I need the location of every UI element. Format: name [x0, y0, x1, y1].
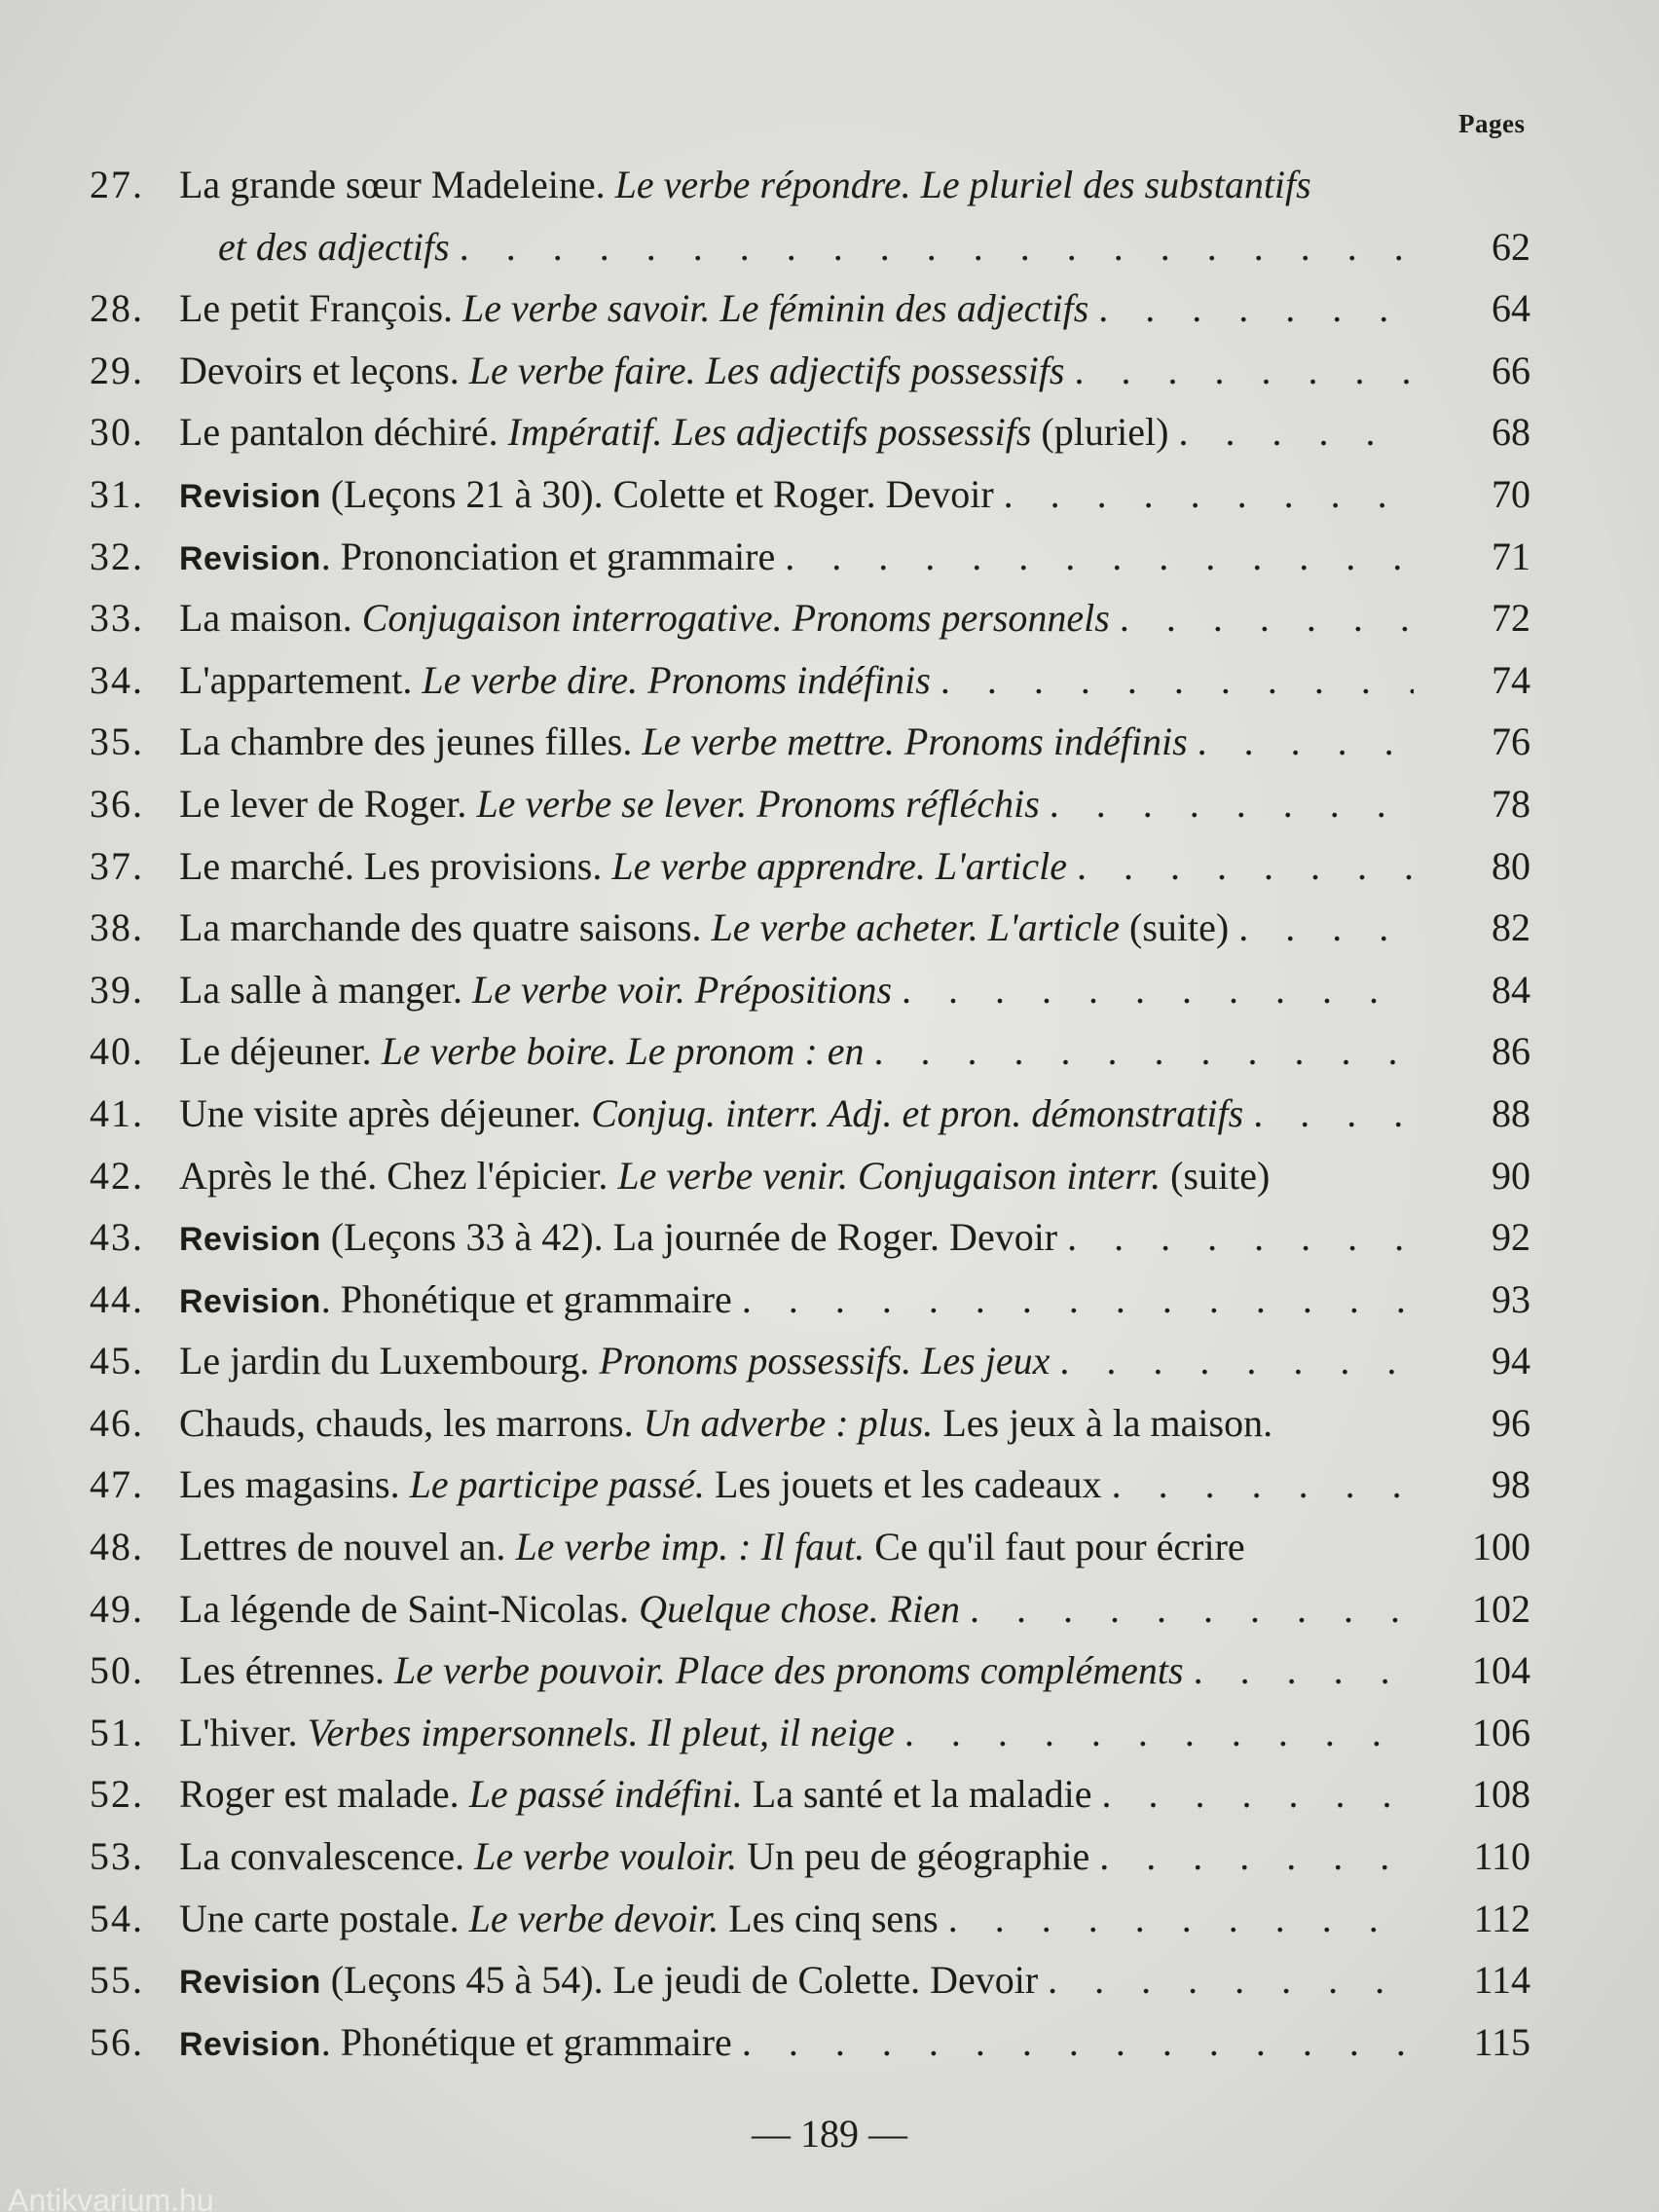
entry-page-number: 74	[1492, 657, 1530, 702]
lesson-title: Les jeux à la maison.	[933, 1400, 1273, 1445]
lesson-title: Les cinq sens	[719, 1896, 939, 1940]
dot-leader	[1059, 1330, 1414, 1392]
toc-entry	[90, 154, 1530, 216]
dot-leader	[742, 2011, 1414, 2077]
toc-entry	[90, 1578, 1530, 1641]
lesson-title: Lettres de nouvel an.	[179, 1525, 516, 1569]
entry-page-number: 88	[1492, 1090, 1530, 1135]
dot-leader	[1067, 1206, 1414, 1272]
entry-title	[179, 1083, 1414, 1145]
dot-leader	[1238, 897, 1414, 959]
grammar-topic: Le verbe pouvoir. Place des pronoms compléments	[394, 1648, 1184, 1693]
dot-leader	[902, 959, 1414, 1021]
entry-number: 52.	[90, 1772, 144, 1817]
lesson-title: L'appartement.	[179, 657, 423, 702]
grammar-topic: Le verbe répondre. Le pluriel des substantifs	[614, 163, 1311, 206]
entry-page-number: 90	[1492, 1153, 1530, 1198]
entry-title	[179, 1454, 1414, 1516]
entry-title	[179, 2011, 1414, 2077]
entry-title	[179, 959, 1414, 1021]
entry-title	[179, 1145, 1414, 1207]
entry-number: 33.	[90, 596, 144, 641]
lesson-title: Le petit François.	[179, 286, 463, 331]
dot-leader	[1098, 277, 1414, 340]
dot-leader	[970, 1578, 1414, 1641]
toc-entry	[90, 1020, 1530, 1083]
entry-number: 41.	[90, 1090, 144, 1135]
entry-title	[179, 1640, 1414, 1702]
entry-title	[179, 835, 1414, 898]
entry-number: 27.	[90, 163, 144, 206]
entry-page-number: 92	[1492, 1215, 1530, 1260]
revision-label: Revision	[179, 477, 321, 515]
page-number: — 189 —	[752, 2112, 907, 2156]
entry-title	[179, 526, 1414, 591]
toc-entry	[90, 959, 1530, 1021]
revision-label: Revision	[179, 539, 321, 577]
entry-page-number: 76	[1492, 719, 1530, 764]
lesson-title: La santé et la maladie	[742, 1772, 1092, 1817]
dot-leader	[1004, 463, 1414, 529]
toc-entry	[90, 1206, 1530, 1269]
entry-number: 36.	[90, 781, 144, 826]
lesson-title: . Phonétique et grammaire	[320, 1276, 732, 1321]
entry-number: 35.	[90, 719, 144, 764]
lesson-title: (suite)	[1120, 905, 1230, 950]
entry-number: 31.	[90, 471, 144, 516]
entry-number: 47.	[90, 1462, 144, 1507]
pages-column-label: Pages	[1458, 109, 1526, 138]
lesson-title: . Prononciation et grammaire	[320, 534, 776, 578]
entry-title	[179, 1392, 1414, 1455]
entry-number: 30.	[90, 410, 144, 455]
entry-title	[179, 1330, 1414, 1392]
lesson-title: (suite)	[1161, 1153, 1271, 1198]
grammar-topic: Le verbe apprendre. L'article	[611, 843, 1068, 888]
lesson-title: Roger est malade.	[179, 1772, 469, 1817]
dot-leader	[874, 1020, 1414, 1083]
entry-number: 34.	[90, 657, 144, 702]
grammar-topic: Verbes impersonnels. Il pleut, il neige	[307, 1710, 895, 1754]
entry-number: 53.	[90, 1834, 144, 1879]
entry-page-number: 80	[1492, 843, 1530, 888]
entry-number: 43.	[90, 1215, 144, 1260]
entry-page-number: 114	[1473, 1958, 1530, 2003]
entry-number: 45.	[90, 1339, 144, 1383]
toc-entry	[90, 1145, 1530, 1207]
entry-page-number: 93	[1492, 1276, 1530, 1321]
toc-entry	[90, 897, 1530, 959]
grammar-topic: Quelque chose. Rien	[639, 1586, 960, 1631]
toc-entry	[90, 1702, 1530, 1764]
toc-entry	[90, 463, 1530, 526]
lesson-title: Un peu de géographie	[737, 1834, 1090, 1879]
entry-page-number: 115	[1473, 2019, 1530, 2064]
grammar-topic: Le verbe dire. Pronoms indéfinis	[422, 657, 931, 702]
entry-page-number: 98	[1492, 1462, 1530, 1507]
lesson-title: La maison.	[179, 596, 362, 641]
entry-page-number: 84	[1492, 967, 1530, 1012]
dot-leader	[940, 649, 1414, 712]
grammar-topic: Le verbe savoir. Le féminin des adjectifs	[462, 286, 1089, 331]
entry-title	[179, 649, 1414, 712]
toc-entry	[90, 1083, 1530, 1145]
toc-entry	[90, 773, 1530, 835]
lesson-title: Les jouets et les cadeaux	[704, 1462, 1102, 1507]
dot-leader	[1050, 773, 1414, 835]
dot-leader	[1048, 1949, 1414, 2014]
toc-entry	[90, 1763, 1530, 1825]
revision-label: Revision	[179, 1221, 321, 1259]
dot-leader	[904, 1702, 1414, 1764]
grammar-topic: Le verbe faire. Les adjectifs possessifs	[468, 348, 1065, 392]
toc-entry	[90, 1825, 1530, 1888]
entry-page-number: 104	[1472, 1648, 1530, 1693]
grammar-topic: Le verbe acheter. L'article	[711, 905, 1121, 950]
entry-number: 44.	[90, 1276, 144, 1321]
entry-number: 48.	[90, 1525, 144, 1569]
grammar-topic: Le verbe imp. : Il faut.	[515, 1525, 866, 1569]
entry-title	[218, 216, 1414, 278]
lesson-title: La chambre des jeunes filles.	[179, 719, 643, 764]
entry-number: 28.	[90, 286, 144, 331]
grammar-topic: Un adverbe : plus.	[643, 1400, 934, 1445]
entry-page-number: 72	[1492, 596, 1530, 641]
entry-title	[179, 1578, 1414, 1641]
lesson-title: (Leçons 45 à 54). Le jeudi de Colette. Devoir	[320, 1958, 1039, 2003]
grammar-topic: Le verbe boire. Le pronom : en	[381, 1029, 865, 1074]
entry-page-number: 100	[1472, 1525, 1530, 1569]
entry-title	[179, 773, 1414, 835]
dot-leader	[1194, 1640, 1414, 1702]
dot-leader	[1099, 1825, 1414, 1888]
entry-page-number: 82	[1492, 905, 1530, 950]
lesson-title: Une visite après déjeuner.	[179, 1090, 592, 1135]
toc-entry	[90, 1949, 1530, 2011]
lesson-title: La marchande des quatre saisons.	[179, 905, 712, 950]
grammar-topic: Le verbe vouloir.	[474, 1834, 738, 1879]
lesson-title: Chauds, chauds, les marrons.	[179, 1400, 644, 1445]
entry-page-number: 96	[1492, 1400, 1530, 1445]
lesson-title: . Phonétique et grammaire	[320, 2019, 732, 2064]
lesson-title: La convalescence.	[179, 1834, 475, 1879]
toc-entry	[90, 649, 1530, 712]
dot-leader	[948, 1888, 1414, 1950]
entry-title	[179, 711, 1414, 773]
entry-title	[179, 1825, 1414, 1888]
grammar-topic: Le verbe se lever. Pronoms réfléchis	[476, 781, 1040, 826]
dot-leader	[1120, 587, 1414, 649]
toc-entry	[90, 277, 1530, 340]
entry-title	[179, 154, 1414, 216]
entry-number: 49.	[90, 1586, 144, 1631]
entry-page-number: 86	[1492, 1029, 1530, 1074]
entry-page-number: 112	[1473, 1896, 1530, 1940]
dot-leader	[785, 526, 1414, 591]
grammar-topic: Le verbe voir. Prépositions	[471, 967, 893, 1012]
grammar-topic: Le participe passé.	[409, 1462, 705, 1507]
entry-page-number: 94	[1492, 1339, 1530, 1383]
dot-leader	[1077, 835, 1414, 898]
entry-title	[179, 401, 1414, 463]
lesson-title: Les étrennes.	[179, 1648, 395, 1693]
toc-entry	[90, 1392, 1530, 1455]
entry-title	[179, 1020, 1414, 1083]
lesson-title: Le lever de Roger.	[179, 781, 477, 826]
lesson-title: L'hiver.	[179, 1710, 308, 1754]
entry-title	[179, 1702, 1414, 1764]
entry-number: 29.	[90, 348, 144, 392]
entry-page-number: 108	[1472, 1772, 1530, 1817]
lesson-title: La salle à manger.	[179, 967, 472, 1012]
lesson-title: La grande sœur Madeleine.	[179, 163, 615, 206]
entry-number: 56.	[90, 2019, 144, 2064]
grammar-topic: Impératif. Les adjectifs possessifs	[507, 410, 1032, 455]
entry-title	[179, 1206, 1414, 1272]
lesson-title: Le marché. Les provisions.	[179, 843, 612, 888]
entry-page-number: 78	[1492, 781, 1530, 826]
revision-label: Revision	[179, 1964, 321, 2002]
entry-number: 46.	[90, 1400, 144, 1445]
entry-title	[179, 340, 1414, 402]
entry-number: 50.	[90, 1648, 144, 1693]
grammar-topic: Pronoms possessifs. Les jeux	[599, 1339, 1051, 1383]
entry-page-number: 62	[1492, 224, 1530, 269]
entry-number: 38.	[90, 905, 144, 950]
lesson-title: Après le thé. Chez l'épicier.	[179, 1153, 618, 1198]
lesson-title: (Leçons 21 à 30). Colette et Roger. Devoir	[320, 471, 994, 516]
entry-page-number: 71	[1492, 534, 1530, 578]
lesson-title: Une carte postale.	[179, 1896, 469, 1940]
entry-title	[179, 463, 1414, 529]
grammar-topic: Conjugaison interrogative. Pronoms personnels	[361, 596, 1110, 641]
toc-entry	[90, 835, 1530, 898]
entry-number: 40.	[90, 1029, 144, 1074]
lesson-title: Le pantalon déchiré.	[179, 410, 508, 455]
entry-title	[179, 1516, 1414, 1578]
toc-entry	[90, 401, 1530, 463]
entry-number: 51.	[90, 1710, 144, 1754]
toc-entry	[90, 587, 1530, 649]
lesson-title: (pluriel)	[1031, 410, 1169, 455]
entry-number: 54.	[90, 1896, 144, 1940]
grammar-topic: Le verbe mettre. Pronoms indéfinis	[642, 719, 1188, 764]
revision-label: Revision	[179, 1282, 321, 1320]
dot-leader	[1253, 1083, 1414, 1145]
revision-label: Revision	[179, 2025, 321, 2063]
entry-title	[179, 1269, 1414, 1334]
entry-number: 32.	[90, 534, 144, 578]
table-of-contents	[90, 154, 1530, 2073]
entry-title	[179, 1763, 1414, 1825]
toc-entry	[90, 340, 1530, 402]
toc-entry	[90, 1516, 1530, 1578]
toc-entry	[90, 2011, 1530, 2074]
entry-number: 39.	[90, 967, 144, 1012]
entry-page-number: 106	[1472, 1710, 1530, 1754]
lesson-title: Devoirs et leçons.	[179, 348, 469, 392]
toc-entry	[90, 216, 1530, 278]
dot-leader	[1075, 340, 1415, 402]
lesson-title: La légende de Saint-Nicolas.	[179, 1586, 640, 1631]
entry-page-number: 70	[1492, 471, 1530, 516]
lesson-title: Le déjeuner.	[179, 1029, 382, 1074]
lesson-title: Les magasins.	[179, 1462, 410, 1507]
toc-entry	[90, 1330, 1530, 1392]
watermark: Antikvarium.hu	[8, 2183, 214, 2212]
toc-entry	[90, 526, 1530, 588]
grammar-topic: Conjug. interr. Adj. et pron. démonstratifs	[591, 1090, 1244, 1135]
entry-page-number: 64	[1492, 286, 1530, 331]
dot-leader	[742, 1269, 1414, 1334]
entry-number: 55.	[90, 1958, 144, 2003]
toc-entry	[90, 711, 1530, 773]
grammar-topic: Le verbe devoir.	[468, 1896, 719, 1940]
toc-entry	[90, 1269, 1530, 1331]
entry-title	[179, 277, 1414, 340]
lesson-title: Ce qu'il faut pour écrire	[865, 1525, 1245, 1569]
toc-entry	[90, 1454, 1530, 1516]
entry-title	[179, 897, 1414, 959]
entry-page-number: 66	[1492, 348, 1530, 392]
dot-leader	[460, 216, 1414, 278]
entry-number: 42.	[90, 1153, 144, 1198]
dot-leader	[1178, 401, 1414, 463]
entry-page-number: 110	[1473, 1834, 1530, 1879]
toc-entry	[90, 1640, 1530, 1702]
entry-page-number: 102	[1472, 1586, 1530, 1631]
lesson-title: Le jardin du Luxembourg.	[179, 1339, 600, 1383]
entry-title	[179, 1949, 1414, 2014]
dot-leader	[1102, 1763, 1415, 1825]
entry-page-number: 68	[1492, 410, 1530, 455]
lesson-title: (Leçons 33 à 42). La journée de Roger. Devoir	[320, 1215, 1058, 1260]
dot-leader	[1112, 1454, 1414, 1516]
grammar-topic: Le verbe venir. Conjugaison interr.	[617, 1153, 1161, 1198]
grammar-topic: et des adjectifs	[218, 224, 450, 269]
entry-title	[179, 1888, 1414, 1950]
toc-entry	[90, 1888, 1530, 1950]
entry-number: 37.	[90, 843, 144, 888]
grammar-topic: Le passé indéfini.	[468, 1772, 743, 1817]
entry-title	[179, 587, 1414, 649]
dot-leader	[1198, 711, 1414, 773]
